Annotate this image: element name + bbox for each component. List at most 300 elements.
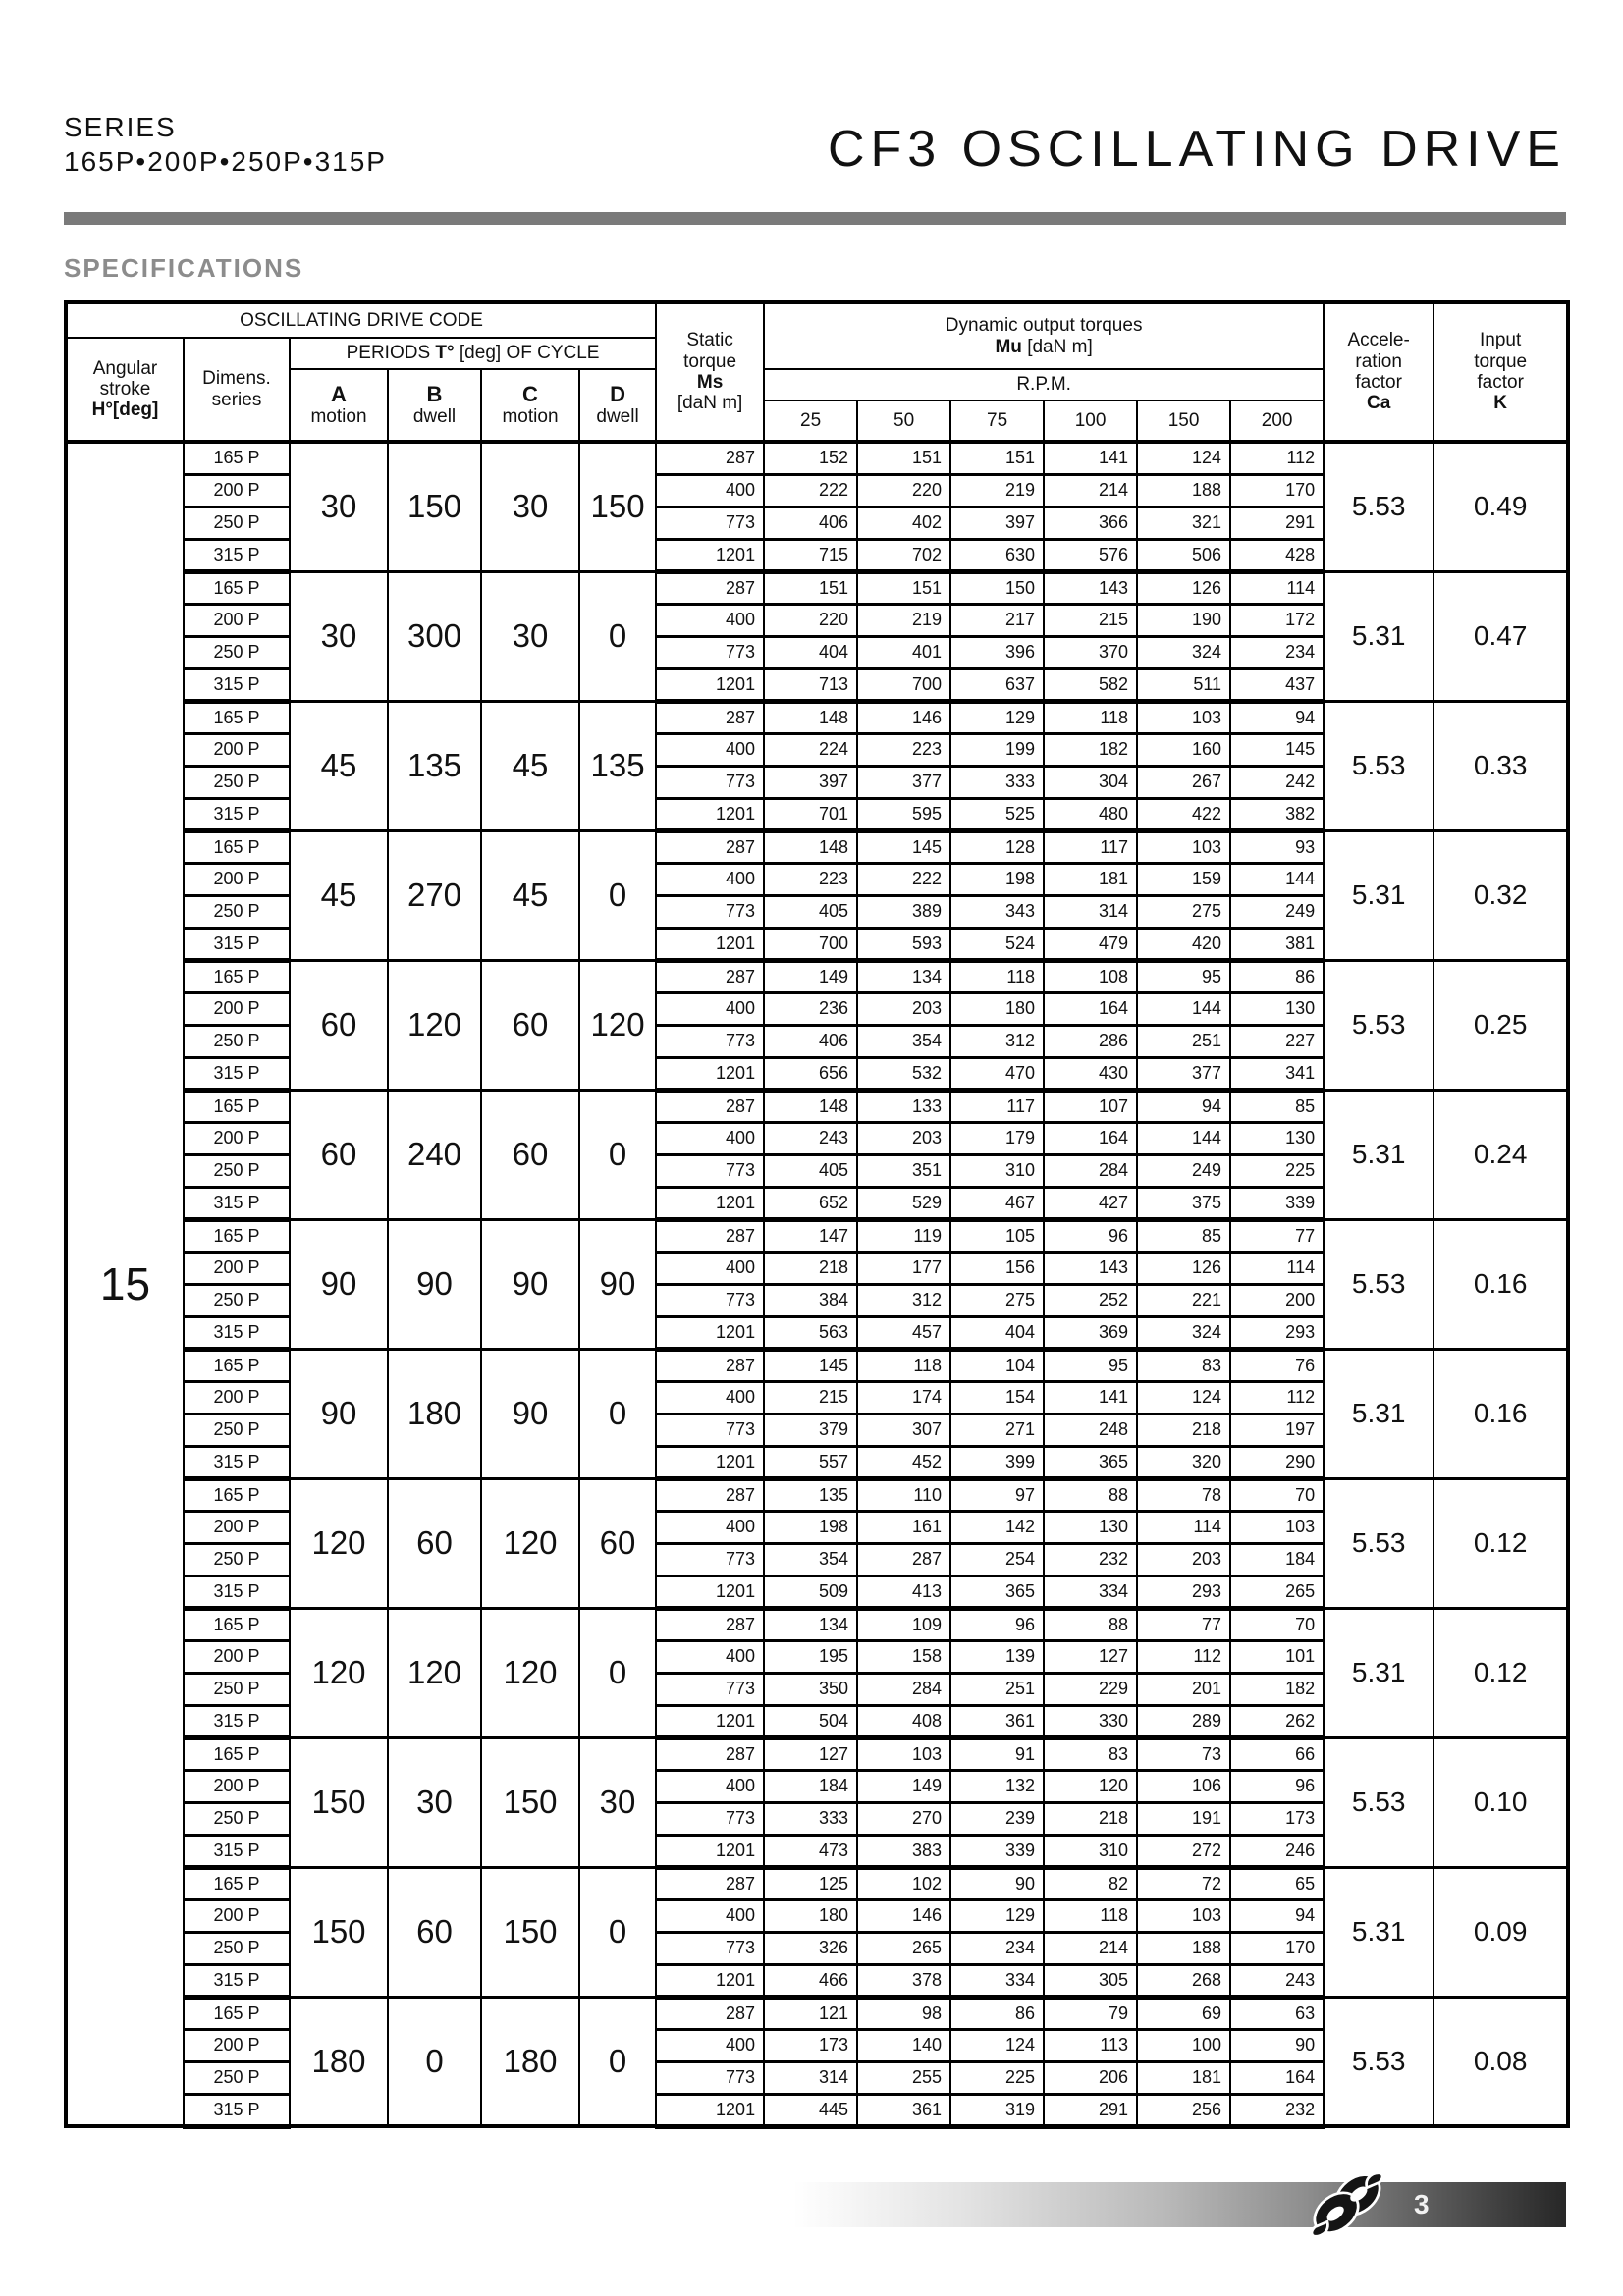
dynamic-torque-value: 214	[1044, 474, 1137, 507]
dynamic-torque-value: 198	[950, 863, 1044, 895]
period-word: dwell	[596, 406, 639, 428]
dynamic-torque-value: 702	[857, 539, 950, 571]
dynamic-torque-value: 180	[950, 992, 1044, 1025]
dynamic-torque-value: 637	[950, 668, 1044, 701]
period-a-value: 60	[290, 960, 388, 1090]
dynamic-torque-value: 130	[1044, 1511, 1137, 1543]
period-word: motion	[502, 406, 559, 428]
dynamic-torque-value: 143	[1044, 1252, 1137, 1284]
dynamic-torque-value: 234	[950, 1932, 1044, 1964]
period-letter: D	[610, 381, 625, 406]
dynamic-torque-value: 200	[1230, 1284, 1324, 1316]
dimens-series-cell: 315 P	[184, 1575, 290, 1608]
dynamic-torque-value: 382	[1230, 798, 1324, 830]
header-line: stroke	[99, 378, 151, 400]
header-period-a-motion	[290, 369, 388, 442]
static-torque-value: 400	[656, 1899, 764, 1932]
period-a-value: 120	[290, 1478, 388, 1608]
dimens-series-cell: 315 P	[184, 798, 290, 830]
input-torque-factor-value: 0.32	[1434, 830, 1568, 960]
footer-bar	[793, 2182, 1566, 2227]
dynamic-torque-value: 150	[950, 571, 1044, 604]
dynamic-torque-value: 184	[1230, 1543, 1324, 1575]
dynamic-torque-value: 312	[857, 1284, 950, 1316]
header-rpm: R.P.M.	[764, 369, 1324, 400]
dynamic-torque-value: 70	[1230, 1608, 1324, 1640]
spec-row	[66, 1997, 1568, 2029]
header-period-c-motion	[481, 369, 579, 442]
period-a-value: 45	[290, 830, 388, 960]
dynamic-torque-value: 158	[857, 1640, 950, 1673]
dimens-series-cell: 165 P	[184, 1349, 290, 1381]
input-torque-factor-value: 0.12	[1434, 1608, 1568, 1737]
static-torque-value: 400	[656, 1511, 764, 1543]
spec-row	[66, 960, 1568, 992]
dynamic-torque-value: 127	[1044, 1640, 1137, 1673]
header-acceleration-factor	[1324, 302, 1434, 442]
dynamic-torque-value: 139	[950, 1640, 1044, 1673]
dynamic-torque-value: 656	[764, 1057, 857, 1090]
spec-row	[66, 1737, 1568, 1770]
period-c-value: 150	[481, 1867, 579, 1997]
dimens-series-cell: 250 P	[184, 1543, 290, 1575]
dynamic-torque-value: 103	[857, 1737, 950, 1770]
dynamic-torque-value: 319	[950, 2094, 1044, 2126]
period-b-value: 240	[388, 1090, 481, 1219]
dimens-series-cell: 250 P	[184, 1414, 290, 1446]
dynamic-torque-value: 252	[1044, 1284, 1137, 1316]
dynamic-torque-value: 134	[857, 960, 950, 992]
static-torque-value: 1201	[656, 798, 764, 830]
dynamic-torque-value: 225	[950, 2061, 1044, 2094]
dynamic-torque-value: 700	[764, 928, 857, 960]
period-c-value: 45	[481, 701, 579, 830]
dynamic-torque-value: 114	[1137, 1511, 1230, 1543]
dynamic-torque-value: 223	[857, 733, 950, 766]
acceleration-factor-value: 5.31	[1324, 571, 1434, 701]
spec-row	[66, 442, 1568, 474]
dynamic-torque-value: 321	[1137, 507, 1230, 539]
dynamic-torque-value: 173	[764, 2029, 857, 2061]
dimens-series-cell: 250 P	[184, 895, 290, 928]
dynamic-torque-value: 95	[1044, 1349, 1137, 1381]
period-a-value: 45	[290, 701, 388, 830]
acceleration-factor-value: 5.31	[1324, 830, 1434, 960]
static-torque-value: 400	[656, 1122, 764, 1154]
dynamic-torque-value: 83	[1137, 1349, 1230, 1381]
period-b-value: 180	[388, 1349, 481, 1478]
dynamic-torque-value: 563	[764, 1316, 857, 1349]
spec-row	[66, 830, 1568, 863]
dynamic-torque-value: 173	[1230, 1802, 1324, 1835]
dimens-series-cell: 200 P	[184, 863, 290, 895]
dynamic-torque-value: 65	[1230, 1867, 1324, 1899]
acceleration-factor-value: 5.53	[1324, 1997, 1434, 2126]
dynamic-torque-value: 69	[1137, 1997, 1230, 2029]
dynamic-torque-value: 341	[1230, 1057, 1324, 1090]
dimens-series-cell: 250 P	[184, 1154, 290, 1187]
header-line: torque	[683, 350, 737, 372]
dimens-series-cell: 250 P	[184, 1932, 290, 1964]
dynamic-torque-value: 265	[857, 1932, 950, 1964]
static-torque-value: 773	[656, 2061, 764, 2094]
header-dimens-series	[184, 338, 290, 442]
header-rpm-25: 25	[764, 400, 857, 442]
dynamic-torque-value: 77	[1137, 1608, 1230, 1640]
period-a-value: 90	[290, 1219, 388, 1349]
dynamic-torque-value: 96	[1230, 1770, 1324, 1802]
dynamic-torque-value: 159	[1137, 863, 1230, 895]
dynamic-torque-value: 94	[1137, 1090, 1230, 1122]
dynamic-torque-value: 314	[764, 2061, 857, 2094]
dynamic-torque-value: 201	[1137, 1673, 1230, 1705]
dynamic-torque-value: 272	[1137, 1835, 1230, 1867]
dynamic-torque-value: 293	[1230, 1316, 1324, 1349]
brand-logo-icon	[1302, 2164, 1392, 2245]
dynamic-torque-value: 404	[764, 636, 857, 668]
static-torque-value: 287	[656, 571, 764, 604]
dynamic-torque-value: 177	[857, 1252, 950, 1284]
dynamic-torque-value: 265	[1230, 1575, 1324, 1608]
dynamic-torque-value: 121	[764, 1997, 857, 2029]
period-c-value: 180	[481, 1997, 579, 2126]
header-angular-stroke	[66, 338, 184, 442]
static-torque-value: 1201	[656, 1964, 764, 1997]
ms-symbol: Ms	[696, 372, 724, 393]
period-d-value: 0	[579, 1608, 656, 1737]
dynamic-torque-value: 383	[857, 1835, 950, 1867]
dynamic-torque-value: 66	[1230, 1737, 1324, 1770]
dynamic-torque-value: 148	[764, 830, 857, 863]
dynamic-torque-value: 110	[857, 1478, 950, 1511]
static-torque-value: 1201	[656, 539, 764, 571]
title-rule	[64, 212, 1566, 225]
dynamic-torque-value: 366	[1044, 507, 1137, 539]
dimens-series-cell: 315 P	[184, 1446, 290, 1478]
period-d-value: 60	[579, 1478, 656, 1608]
dynamic-torque-value: 379	[764, 1414, 857, 1446]
spec-row	[66, 1867, 1568, 1899]
static-torque-value: 773	[656, 1025, 764, 1057]
static-torque-value: 400	[656, 474, 764, 507]
period-b-value: 120	[388, 1608, 481, 1737]
masthead	[64, 110, 1566, 179]
dynamic-torque-value: 232	[1044, 1543, 1137, 1575]
series-label: SERIES	[64, 112, 177, 142]
dynamic-torque-value: 119	[857, 1219, 950, 1252]
dimens-series-cell: 315 P	[184, 1316, 290, 1349]
dynamic-torque-value: 97	[950, 1478, 1044, 1511]
dynamic-torque-value: 254	[950, 1543, 1044, 1575]
dynamic-torque-value: 326	[764, 1932, 857, 1964]
spec-row	[66, 1349, 1568, 1381]
dynamic-torque-value: 206	[1044, 2061, 1137, 2094]
dimens-series-cell: 250 P	[184, 1802, 290, 1835]
acceleration-factor-value: 5.31	[1324, 1867, 1434, 1997]
header-line: [deg] OF CYCLE	[454, 343, 600, 364]
dynamic-torque-value: 227	[1230, 1025, 1324, 1057]
input-torque-factor-value: 0.24	[1434, 1090, 1568, 1219]
dynamic-torque-value: 118	[857, 1349, 950, 1381]
dynamic-torque-value: 70	[1230, 1478, 1324, 1511]
dynamic-torque-value: 118	[950, 960, 1044, 992]
dynamic-torque-value: 466	[764, 1964, 857, 1997]
dynamic-torque-value: 107	[1044, 1090, 1137, 1122]
dynamic-torque-value: 375	[1137, 1187, 1230, 1219]
page-number: 3	[1414, 2189, 1430, 2219]
dynamic-torque-value: 289	[1137, 1705, 1230, 1737]
dynamic-torque-value: 140	[857, 2029, 950, 2061]
dynamic-torque-value: 271	[950, 1414, 1044, 1446]
dynamic-torque-value: 290	[1230, 1446, 1324, 1478]
dynamic-torque-value: 406	[764, 1025, 857, 1057]
dynamic-torque-value: 83	[1044, 1737, 1137, 1770]
dynamic-torque-value: 595	[857, 798, 950, 830]
dynamic-torque-value: 314	[1044, 895, 1137, 928]
dynamic-torque-value: 324	[1137, 1316, 1230, 1349]
dynamic-torque-value: 182	[1044, 733, 1137, 766]
dynamic-torque-value: 145	[764, 1349, 857, 1381]
period-b-value: 60	[388, 1867, 481, 1997]
dynamic-torque-value: 284	[857, 1673, 950, 1705]
acceleration-factor-value: 5.53	[1324, 1219, 1434, 1349]
dynamic-torque-value: 420	[1137, 928, 1230, 960]
dynamic-torque-value: 236	[764, 992, 857, 1025]
static-torque-value: 1201	[656, 2094, 764, 2126]
dynamic-torque-value: 100	[1137, 2029, 1230, 2061]
header-line: Input	[1480, 330, 1522, 351]
period-b-value: 270	[388, 830, 481, 960]
dynamic-torque-value: 164	[1044, 992, 1137, 1025]
header-line: PERIODS	[346, 343, 436, 364]
dynamic-torque-value: 582	[1044, 668, 1137, 701]
dynamic-torque-value: 156	[950, 1252, 1044, 1284]
dynamic-torque-value: 144	[1137, 992, 1230, 1025]
dynamic-torque-value: 146	[857, 701, 950, 733]
dynamic-torque-value: 396	[950, 636, 1044, 668]
dynamic-torque-value: 88	[1044, 1608, 1137, 1640]
dimens-series-cell: 165 P	[184, 571, 290, 604]
dynamic-torque-value: 63	[1230, 1997, 1324, 2029]
dynamic-torque-value: 473	[764, 1835, 857, 1867]
period-c-value: 120	[481, 1478, 579, 1608]
dynamic-torque-value: 229	[1044, 1673, 1137, 1705]
dynamic-torque-value: 151	[950, 442, 1044, 474]
spec-row	[66, 1608, 1568, 1640]
dynamic-torque-value: 144	[1137, 1122, 1230, 1154]
dimens-series-cell: 200 P	[184, 1511, 290, 1543]
dynamic-torque-value: 120	[1044, 1770, 1137, 1802]
header-static-torque	[656, 302, 764, 442]
header-line: Angular	[92, 357, 158, 379]
header-line: Static	[686, 330, 733, 351]
dynamic-torque-value: 369	[1044, 1316, 1137, 1349]
static-torque-value: 400	[656, 1770, 764, 1802]
static-torque-value: 1201	[656, 1187, 764, 1219]
dynamic-torque-value: 243	[764, 1122, 857, 1154]
static-torque-value: 400	[656, 733, 764, 766]
dynamic-torque-value: 199	[950, 733, 1044, 766]
dimens-series-cell: 165 P	[184, 960, 290, 992]
dynamic-torque-value: 310	[950, 1154, 1044, 1187]
dynamic-torque-value: 402	[857, 507, 950, 539]
dynamic-torque-value: 219	[857, 604, 950, 636]
dynamic-torque-value: 350	[764, 1673, 857, 1705]
header-period-b-dwell	[388, 369, 481, 442]
dynamic-torque-value: 76	[1230, 1349, 1324, 1381]
dynamic-torque-value: 351	[857, 1154, 950, 1187]
dynamic-torque-value: 203	[857, 1122, 950, 1154]
dynamic-torque-value: 361	[857, 2094, 950, 2126]
dynamic-torque-value: 334	[950, 1964, 1044, 1997]
dynamic-torque-value: 524	[950, 928, 1044, 960]
dynamic-torque-value: 251	[1137, 1025, 1230, 1057]
dynamic-torque-value: 370	[1044, 636, 1137, 668]
dynamic-torque-value: 129	[950, 701, 1044, 733]
dynamic-torque-value: 215	[764, 1381, 857, 1414]
dynamic-torque-value: 105	[950, 1219, 1044, 1252]
header-line: Dimens.	[202, 368, 271, 390]
dimens-series-cell: 165 P	[184, 1478, 290, 1511]
dimens-series-cell: 165 P	[184, 442, 290, 474]
period-a-value: 150	[290, 1737, 388, 1867]
dynamic-torque-value: 320	[1137, 1446, 1230, 1478]
dimens-series-cell: 250 P	[184, 507, 290, 539]
period-a-value: 60	[290, 1090, 388, 1219]
dynamic-torque-value: 148	[764, 1090, 857, 1122]
dimens-series-cell: 165 P	[184, 830, 290, 863]
period-letter: B	[426, 381, 443, 406]
dynamic-torque-value: 267	[1137, 766, 1230, 798]
static-torque-value: 773	[656, 1414, 764, 1446]
static-torque-value: 287	[656, 1349, 764, 1381]
dynamic-torque-value: 339	[950, 1835, 1044, 1867]
dimens-series-cell: 315 P	[184, 2094, 290, 2126]
dynamic-torque-value: 354	[857, 1025, 950, 1057]
dynamic-torque-value: 312	[950, 1025, 1044, 1057]
dynamic-torque-value: 96	[1044, 1219, 1137, 1252]
header-rpm-50: 50	[857, 400, 950, 442]
dynamic-torque-value: 246	[1230, 1835, 1324, 1867]
dynamic-torque-value: 203	[1137, 1543, 1230, 1575]
dynamic-torque-value: 118	[1044, 701, 1137, 733]
dynamic-torque-value: 172	[1230, 604, 1324, 636]
dynamic-torque-value: 195	[764, 1640, 857, 1673]
static-torque-value: 400	[656, 2029, 764, 2061]
dimens-series-cell: 200 P	[184, 1640, 290, 1673]
dynamic-torque-value: 126	[1137, 571, 1230, 604]
dynamic-torque-value: 154	[950, 1381, 1044, 1414]
dynamic-torque-value: 106	[1137, 1770, 1230, 1802]
dynamic-torque-value: 557	[764, 1446, 857, 1478]
dynamic-torque-value: 275	[1137, 895, 1230, 928]
dynamic-torque-value: 170	[1230, 474, 1324, 507]
dynamic-torque-value: 117	[950, 1090, 1044, 1122]
static-torque-value: 400	[656, 863, 764, 895]
dynamic-torque-value: 630	[950, 539, 1044, 571]
dynamic-torque-value: 218	[1044, 1802, 1137, 1835]
input-torque-factor-value: 0.16	[1434, 1219, 1568, 1349]
dimens-series-cell: 315 P	[184, 1187, 290, 1219]
header-line: Accele-	[1347, 330, 1410, 351]
static-torque-value: 400	[656, 992, 764, 1025]
dimens-series-cell: 200 P	[184, 1122, 290, 1154]
dynamic-torque-value: 700	[857, 668, 950, 701]
dynamic-torque-value: 381	[1230, 928, 1324, 960]
dynamic-torque-value: 304	[1044, 766, 1137, 798]
dynamic-torque-value: 404	[950, 1316, 1044, 1349]
header-rpm-150: 150	[1137, 400, 1230, 442]
dynamic-torque-value: 239	[950, 1802, 1044, 1835]
dynamic-torque-value: 287	[857, 1543, 950, 1575]
dynamic-torque-value: 103	[1137, 701, 1230, 733]
input-torque-factor-value: 0.12	[1434, 1478, 1568, 1608]
dimens-series-cell: 315 P	[184, 539, 290, 571]
dynamic-torque-value: 128	[950, 830, 1044, 863]
static-torque-value: 287	[656, 1997, 764, 2029]
period-b-value: 0	[388, 1997, 481, 2126]
dynamic-torque-value: 127	[764, 1737, 857, 1770]
dynamic-torque-value: 188	[1137, 474, 1230, 507]
page-title: CF3 OSCILLATING DRIVE	[827, 121, 1566, 178]
dynamic-torque-value: 104	[950, 1349, 1044, 1381]
dynamic-torque-value: 220	[764, 604, 857, 636]
dimens-series-cell: 250 P	[184, 636, 290, 668]
dynamic-torque-value: 652	[764, 1187, 857, 1219]
static-torque-value: 287	[656, 1478, 764, 1511]
k-symbol: K	[1493, 393, 1508, 414]
dynamic-torque-value: 377	[857, 766, 950, 798]
section-heading: SPECIFICATIONS	[64, 253, 304, 283]
period-letter: C	[522, 381, 538, 406]
dynamic-torque-value: 73	[1137, 1737, 1230, 1770]
dynamic-torque-value: 408	[857, 1705, 950, 1737]
period-a-value: 150	[290, 1867, 388, 1997]
static-torque-value: 1201	[656, 1057, 764, 1090]
period-c-value: 60	[481, 1090, 579, 1219]
dynamic-torque-value: 401	[857, 636, 950, 668]
static-torque-value: 1201	[656, 1316, 764, 1349]
dynamic-torque-value: 144	[1230, 863, 1324, 895]
static-torque-value: 773	[656, 895, 764, 928]
dynamic-torque-value: 151	[764, 571, 857, 604]
dynamic-torque-value: 190	[1137, 604, 1230, 636]
static-torque-value: 400	[656, 1381, 764, 1414]
dynamic-torque-value: 148	[764, 701, 857, 733]
dynamic-torque-value: 126	[1137, 1252, 1230, 1284]
dynamic-torque-value: 103	[1137, 830, 1230, 863]
spec-row	[66, 701, 1568, 733]
static-torque-value: 773	[656, 1932, 764, 1964]
dimens-series-cell: 200 P	[184, 604, 290, 636]
dynamic-torque-value: 93	[1230, 830, 1324, 863]
series-block	[64, 110, 387, 179]
dynamic-torque-value: 191	[1137, 1802, 1230, 1835]
dynamic-torque-value: 141	[1044, 1381, 1137, 1414]
period-b-value: 150	[388, 442, 481, 571]
period-d-value: 90	[579, 1219, 656, 1349]
dynamic-torque-value: 378	[857, 1964, 950, 1997]
dynamic-torque-value: 715	[764, 539, 857, 571]
header-rpm-100: 100	[1044, 400, 1137, 442]
dynamic-torque-value: 103	[1230, 1511, 1324, 1543]
period-word: motion	[310, 406, 367, 428]
dynamic-torque-value: 109	[857, 1608, 950, 1640]
dynamic-torque-value: 334	[1044, 1575, 1137, 1608]
input-torque-factor-value: 0.10	[1434, 1737, 1568, 1867]
dimens-series-cell: 200 P	[184, 992, 290, 1025]
dynamic-torque-value: 248	[1044, 1414, 1137, 1446]
